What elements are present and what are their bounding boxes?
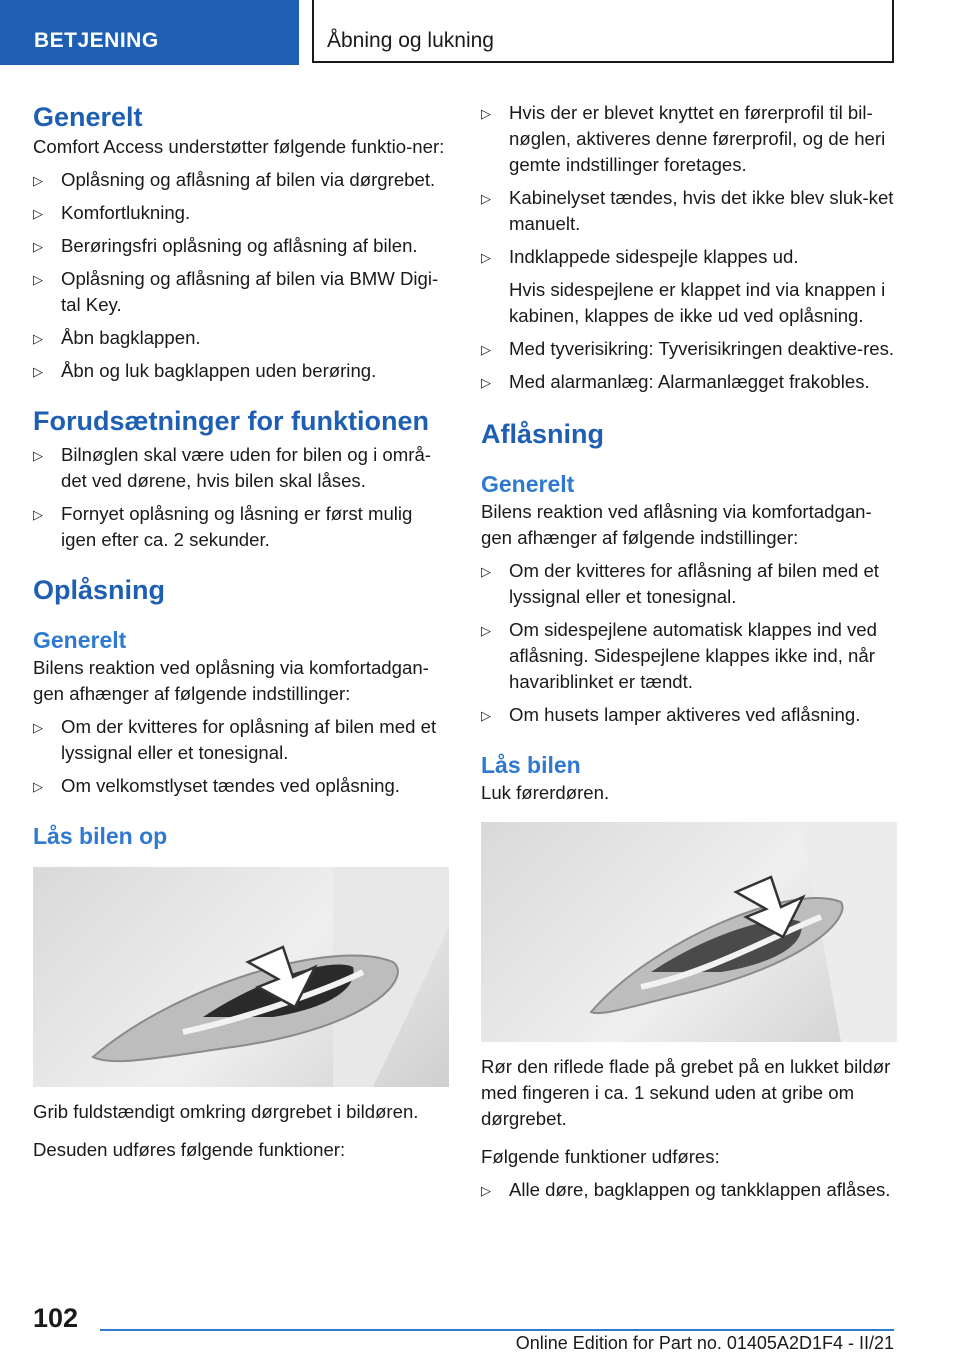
triangle-right-icon: ▷ bbox=[481, 564, 491, 579]
list-item: ▷ Bilnøglen skal være uden for bilen og i områ-det ved dørene, hvis bilen skal låses. bbox=[33, 444, 431, 491]
chapter-tab bbox=[312, 0, 894, 63]
section-title: BETJENING bbox=[34, 29, 159, 52]
chapter-title: Åbning og lukning bbox=[327, 29, 494, 52]
list-item: ▷ Indklappede sidespejle klappes ud. bbox=[481, 244, 897, 270]
heading-forudsaetninger: Forudsætninger for funktionen bbox=[33, 406, 429, 436]
triangle-right-icon: ▷ bbox=[33, 720, 43, 735]
heading-generelt: Generelt bbox=[33, 102, 143, 132]
mirror-note: Hvis sidespejlene er klappet ind via knappen i kabinen, klappes de ikke ud ved oplåsning. bbox=[509, 279, 886, 326]
list-item: ▷ Åbn og luk bagklappen uden berøring. bbox=[33, 358, 449, 384]
footer-divider bbox=[100, 1329, 894, 1331]
caption-touch: Rør den riflede flade på grebet på en lukket bildør med fingeren i ca. 1 sekund uden at gribe om dørgrebet. bbox=[481, 1056, 891, 1129]
triangle-right-icon: ▷ bbox=[481, 191, 491, 206]
generelt-intro: Comfort Access understøtter følgende funktio-ner: bbox=[33, 136, 445, 157]
triangle-right-icon: ▷ bbox=[481, 708, 491, 723]
list-item: ▷ Om der kvitteres for oplåsning af bilen med et lyssignal eller et tonesignal. bbox=[33, 716, 437, 763]
triangle-right-icon: ▷ bbox=[33, 507, 43, 522]
subheading-generelt: Generelt bbox=[33, 627, 127, 653]
list-item: ▷ Oplåsning og aflåsning af bilen via dørgrebet. bbox=[33, 167, 449, 193]
triangle-right-icon: ▷ bbox=[33, 448, 43, 463]
list-item: ▷ Med alarmanlæg: Alarmanlægget frakobles. bbox=[481, 369, 897, 395]
list-item: ▷ Fornyet oplåsning og låsning er først mulig igen efter ca. 2 sekunder. bbox=[33, 503, 413, 550]
triangle-right-icon: ▷ bbox=[33, 239, 43, 254]
triangle-right-icon: ▷ bbox=[33, 364, 43, 379]
triangle-right-icon: ▷ bbox=[33, 779, 43, 794]
edition-note: Online Edition for Part no. 01405A2D1F4 - II/21 bbox=[515, 1333, 894, 1353]
functions-list-2 bbox=[481, 336, 897, 395]
generelt-list bbox=[33, 167, 449, 384]
triangle-right-icon: ▷ bbox=[481, 623, 491, 638]
triangle-right-icon: ▷ bbox=[481, 342, 491, 357]
list-item: ▷ Komfortlukning. bbox=[33, 200, 449, 226]
triangle-right-icon: ▷ bbox=[481, 375, 491, 390]
right-column bbox=[481, 100, 897, 1203]
oplaasning-intro: Bilens reaktion ved oplåsning via komfortadgan-gen afhænger af følgende indstillinger: bbox=[33, 657, 429, 704]
list-item: ▷ Oplåsning og aflåsning af bilen via BMW Digi-tal Key. bbox=[33, 268, 439, 315]
heading-aflaasning: Aflåsning bbox=[481, 419, 605, 449]
triangle-right-icon: ▷ bbox=[33, 331, 43, 346]
final-list bbox=[481, 1177, 897, 1203]
triangle-right-icon: ▷ bbox=[33, 173, 43, 188]
aflaasning-intro: Bilens reaktion ved aflåsning via komfortadgan-gen afhænger af følgende indstillinger: bbox=[481, 501, 872, 548]
caption-functions: Følgende funktioner udføres: bbox=[481, 1146, 720, 1167]
triangle-right-icon: ▷ bbox=[481, 106, 491, 121]
triangle-right-icon: ▷ bbox=[33, 272, 43, 287]
list-item: ▷ Åbn bagklappen. bbox=[33, 325, 449, 351]
list-item: ▷ Alle døre, bagklappen og tankklappen aflåses. bbox=[481, 1177, 897, 1203]
list-item: ▷ Om der kvitteres for aflåsning af bilen med et lyssignal eller et tonesignal. bbox=[481, 560, 879, 607]
list-item: ▷ Med tyverisikring: Tyverisikringen deaktive-res. bbox=[481, 336, 897, 362]
section-tab bbox=[0, 0, 299, 65]
page-number: 102 bbox=[33, 1303, 79, 1333]
list-item: ▷ Hvis der er blevet knyttet en førerprofil til bil-nøglen, aktiveres denne førerprofil, og de heri gemte indstillinger foretages. bbox=[481, 102, 886, 175]
triangle-right-icon: ▷ bbox=[481, 250, 491, 265]
laas-intro: Luk førerdøren. bbox=[481, 782, 610, 803]
left-column bbox=[33, 100, 449, 1163]
heading-oplaasning: Oplåsning bbox=[33, 575, 166, 605]
functions-list bbox=[481, 100, 897, 270]
forudsaetninger-list bbox=[33, 442, 449, 553]
list-item: ▷ Berøringsfri oplåsning og aflåsning af bilen. bbox=[33, 233, 449, 259]
aflaasning-list bbox=[481, 558, 897, 728]
list-item: ▷ Om husets lamper aktiveres ved aflåsning. bbox=[481, 702, 897, 728]
door-handle-illustration bbox=[33, 867, 449, 1087]
triangle-right-icon: ▷ bbox=[481, 1183, 491, 1198]
list-item: ▷ Om velkomstlyset tændes ved oplåsning. bbox=[33, 773, 449, 799]
caption-grip: Grib fuldstændigt omkring dørgrebet i bildøren. bbox=[33, 1101, 419, 1122]
subheading-generelt: Generelt bbox=[481, 471, 575, 497]
caption-functions: Desuden udføres følgende funktioner: bbox=[33, 1139, 346, 1160]
subheading-laas-bilen: Lås bilen bbox=[481, 752, 581, 778]
door-handle-illustration bbox=[481, 822, 897, 1042]
oplaasning-list bbox=[33, 714, 449, 799]
subheading-laas-bilen-op: Lås bilen op bbox=[33, 823, 168, 849]
list-item: ▷ Om sidespejlene automatisk klappes ind ved aflåsning. Sidespejlene klappes ikke ind, når havariblinket er tændt. bbox=[481, 619, 877, 692]
triangle-right-icon: ▷ bbox=[33, 206, 43, 221]
list-item: ▷ Kabinelyset tændes, hvis det ikke blev sluk-ket manuelt. bbox=[481, 187, 894, 234]
